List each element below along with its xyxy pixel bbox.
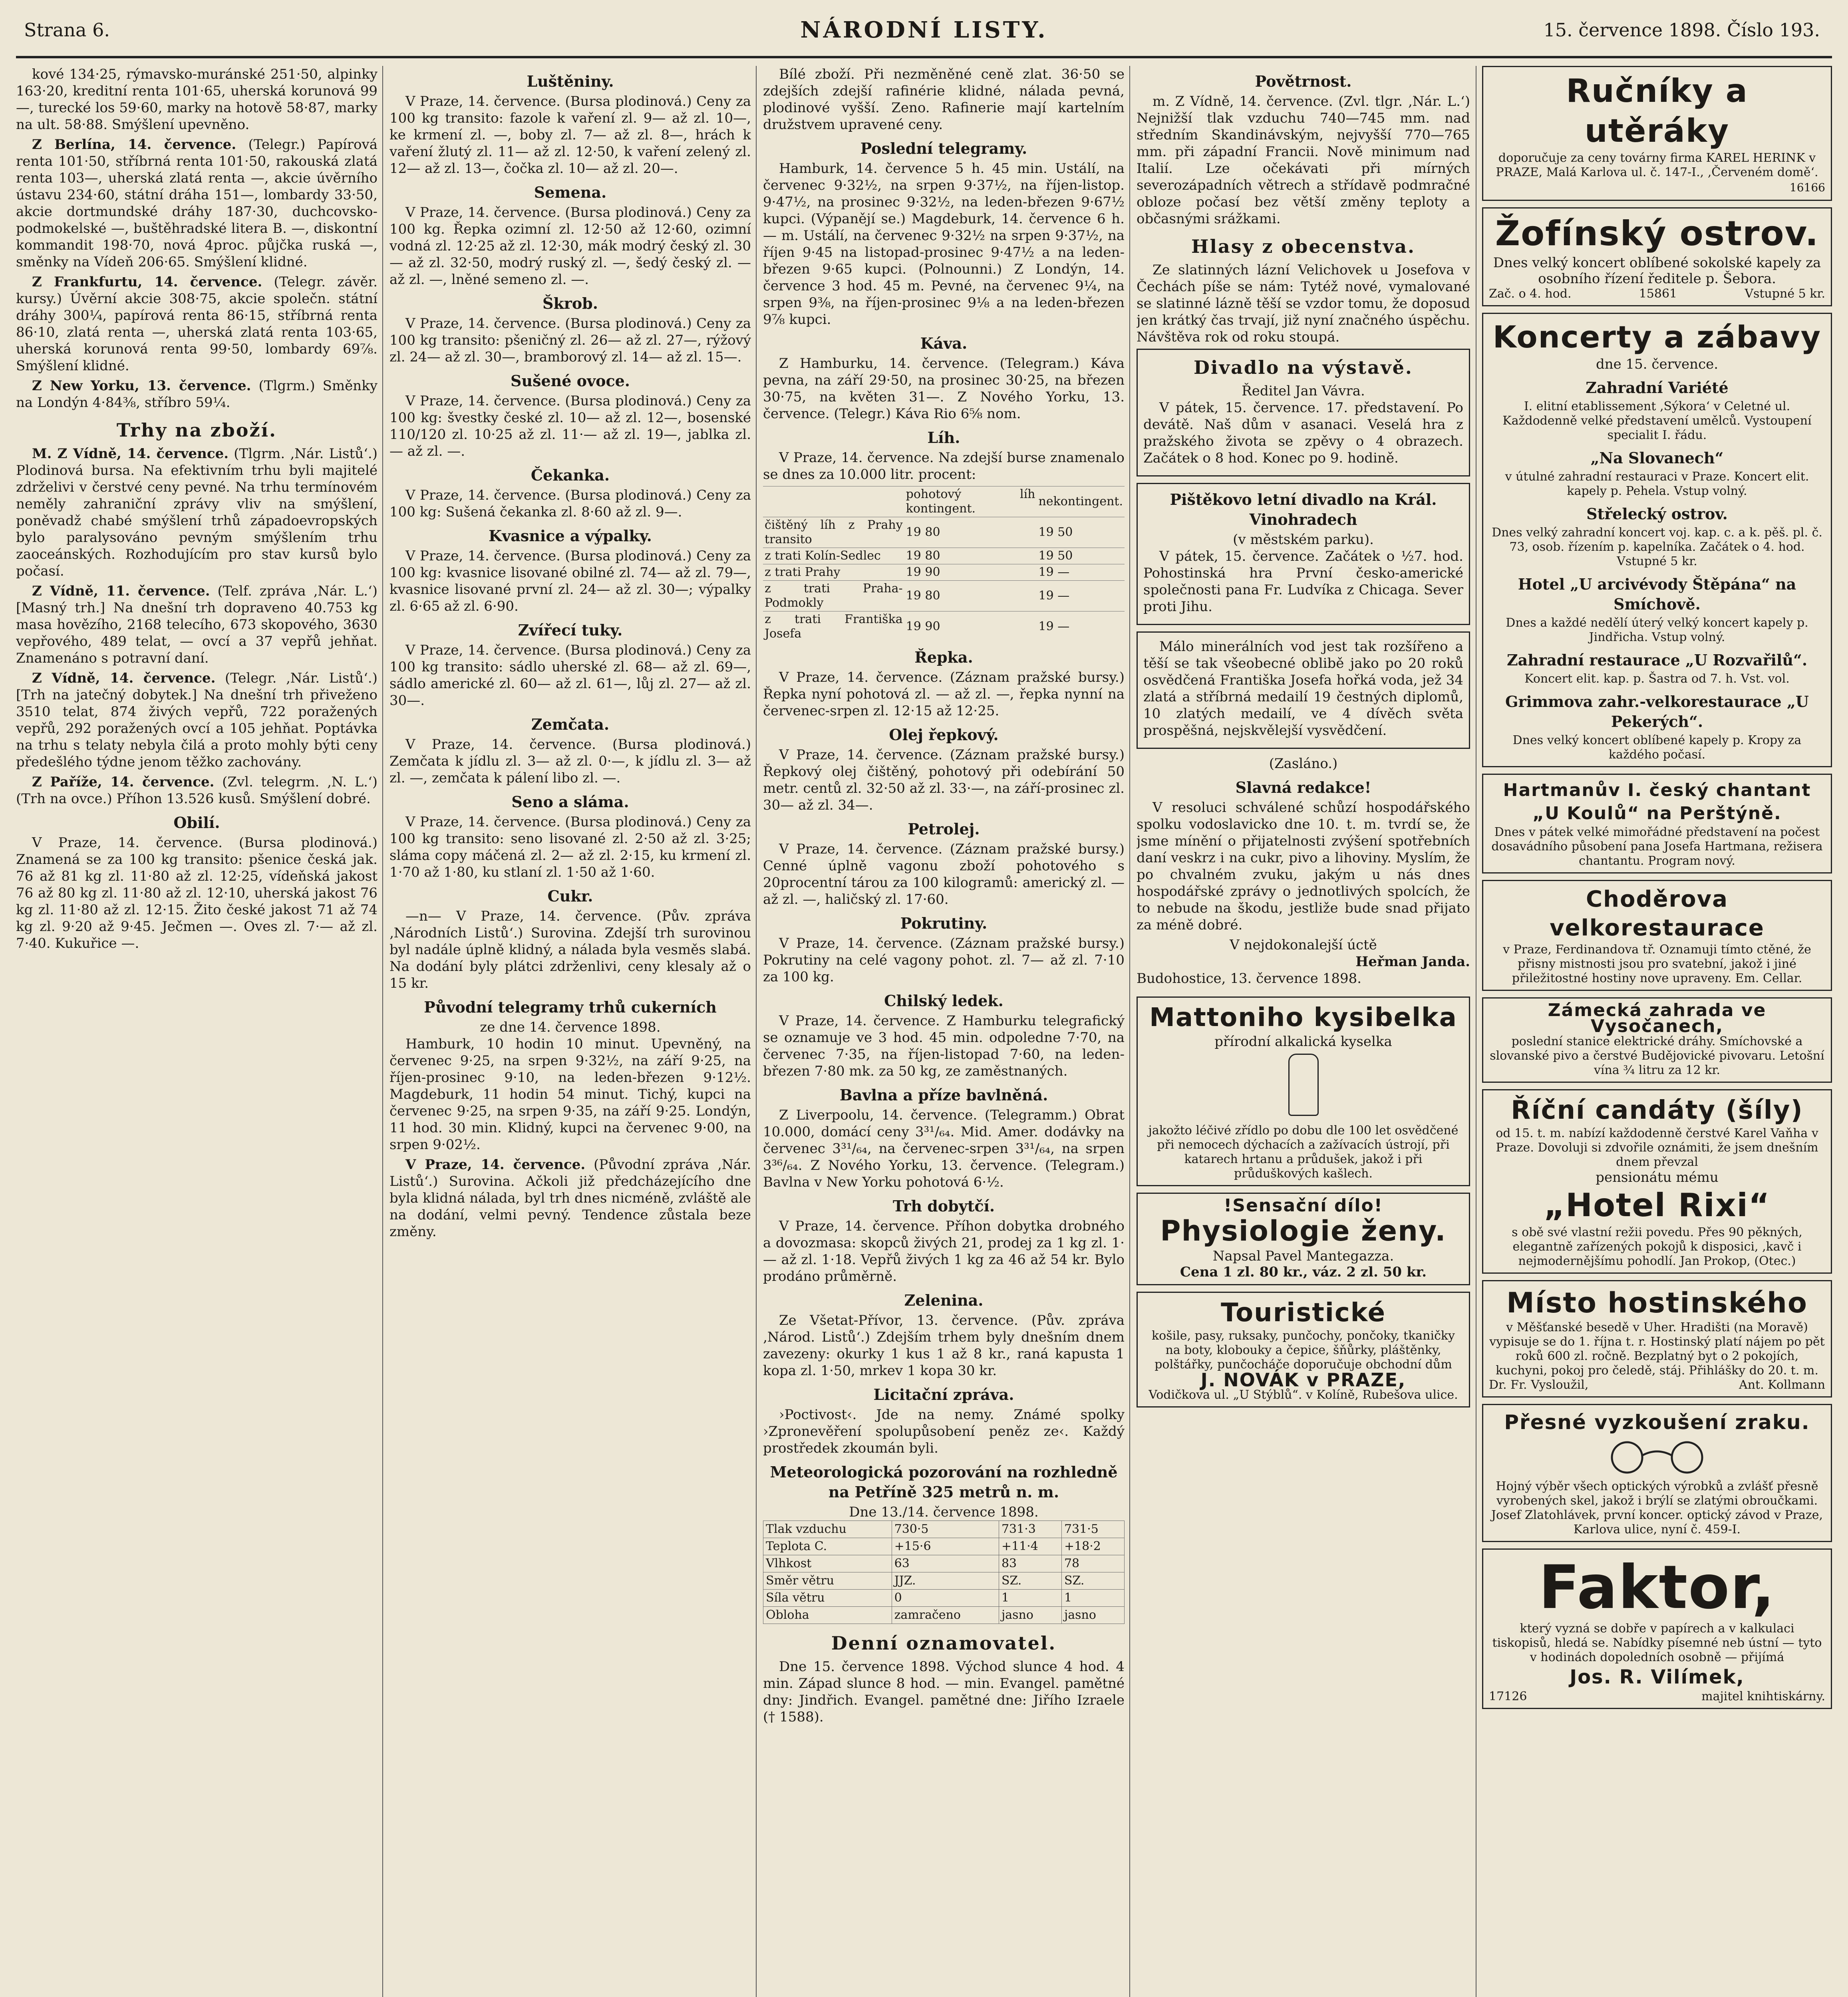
section-heading: Káva. bbox=[920, 334, 968, 352]
section-heading: Denní oznamovatel. bbox=[831, 1632, 1057, 1654]
table-cell: 731·3 bbox=[999, 1521, 1061, 1538]
column-divider bbox=[756, 66, 757, 1997]
table-row bbox=[763, 1521, 1125, 1538]
touristic-ad bbox=[1137, 1292, 1470, 1407]
article-paragraph: V Praze, 14. července. Příhon dobytka drobného a dovozmasa: skopců živých 21, prodej za 1 kg zl. 1·— až zl. 1·18. Vepřů živých 1 kg za 46 až 54 kr. Bylo prodáno průměrně. bbox=[763, 1218, 1125, 1284]
ad-headline: Zámecká zahrada ve Vysočanech, bbox=[1548, 1000, 1767, 1036]
table-header-cell: pohotový líh kontingent. bbox=[904, 486, 1037, 517]
article-paragraph bbox=[389, 1156, 751, 1240]
article-paragraph: V Praze, 14. července. (Bursa plodinová.) Ceny za 100 kg. Řepka ozimní zl. 12·50 až 12·60, ozimní vodná zl. 12·25 až zl. 12·30, mák modrý český zl. 30— až zl. 32·50, modrý ruský zl. —, šedý český zl. — až zl. —, lněné semeno zl. —. bbox=[389, 204, 751, 288]
table-cell: 19 — bbox=[1037, 581, 1125, 611]
article-paragraph: Hamburk, 10 hodin 10 minut. Upevněný, na červenec 9·25, na srpen 9·32½, na září 9·25, na říjen-prosinec 9·10, na leden-březen 9·12½. Magdeburk, 11 hodin 54 minut. Tichý, kupci na červenec 9·25, na srpen 9·35, na září 9·25. Londýn, 11 hod. 30 min. Klidný, kupci na červenec 9·00, na srpen 9·02½. bbox=[389, 1036, 751, 1153]
job-ad bbox=[1482, 1280, 1832, 1398]
paragraph-body: (Tlgrm.) Směnky na Londýn 4·84⅜, stříbro 59¼. bbox=[16, 378, 378, 411]
mattoni-ad bbox=[1137, 997, 1470, 1186]
venue-title: Zahradní restaurace „U Rozvařilů“. bbox=[1506, 651, 1808, 669]
table-cell: SZ. bbox=[999, 1572, 1061, 1590]
article-paragraph: V Praze, 14. července. (Záznam pražské bursy.) Pokrutiny na celé vagony pohot. zl. 7— až zl. 7·10 za 100 kg. bbox=[763, 935, 1125, 985]
table-row bbox=[763, 1555, 1125, 1572]
article-paragraph: Ze slatinných lázní Velichovek u Josefova v Čechách píše se nám: Tytéž nové, vymalované se slatinné lázně těší se vzdor tomu, že doposud jen krátký čas trvají, již nyní značného úspěchu. Návštěva rok od roku stoupá. bbox=[1137, 262, 1470, 345]
section-heading: Chilský ledek. bbox=[884, 992, 1003, 1010]
table-cell: SZ. bbox=[1061, 1572, 1124, 1590]
letter-body: V resoluci schválené schůzí hospodářského spolku vodoslavicko dne 10. t. m. tvrdí se, že jsme mínění o přijatelnosti zvýšení spotřebních daní veskrz i na cukr, pivo a lihoviny. Myslím, že po chvalném zvuku, jakým u nás dnes hospodářské zprávy o jednotlivých spolcích, že to nebude na škodu, jestliže bude snad přijato za méně dobré. bbox=[1137, 800, 1470, 933]
article-paragraph: kové 134·25, rýmavsko-muránské 251·50, alpinky 163·20, kreditní renta 101·65, uherská korunová 99—, turecké los 59·60, marky na hotově 58·87, marky na ult. 58·88. Smýšlení upevněno. bbox=[16, 66, 378, 133]
table-cell: Síla větru bbox=[763, 1590, 892, 1607]
table-row bbox=[763, 581, 1125, 611]
ad-subheadline: pensionátu mému bbox=[1596, 1169, 1719, 1185]
venue-text: I. elitní etablissement ‚Sýkora‘ v Celetné ul. Každodenně velké představení umělců. Vystoupení specialit I. řádu. bbox=[1502, 399, 1812, 442]
column-5 bbox=[1482, 66, 1832, 1997]
table-cell: 0 bbox=[892, 1590, 999, 1607]
page-number: Strana 6. bbox=[24, 19, 110, 41]
section-heading: Hlasy z obecenstva. bbox=[1191, 236, 1416, 257]
table-cell: z trati Prahy bbox=[763, 564, 904, 581]
table-cell: Vlhkost bbox=[763, 1555, 892, 1572]
page-header bbox=[16, 12, 1832, 58]
table-cell: 19 — bbox=[1037, 564, 1125, 581]
book-ad bbox=[1137, 1193, 1470, 1285]
section-heading: Poslední telegramy. bbox=[860, 139, 1027, 157]
column-divider bbox=[382, 66, 383, 1997]
dateline: Z Frankfurtu, 14. července. bbox=[32, 274, 262, 290]
ad-headline: Touristické bbox=[1221, 1298, 1386, 1328]
paragraph-body: (Tlgrm. ‚Nár. Listů‘.) Plodinová bursa. Na efektivním trhu byli majitelé zdrželivi v čerstvé ceny pevné. Na trhu termínovém neměly zahraniční zprávy vliv na smýšlení, poněvadž chabé smýšlení trhů západoevropských bylo paralysováno pevným smýšlením trhu zaoceánských. Rozhodujícím pro stav kursů bylo počasí. bbox=[16, 446, 378, 579]
article-paragraph: Z Hamburku, 14. července. (Telegram.) Káva pevna, na září 29·50, na prosinec 30·25, na březen 30·75, na květen 31—. Z Nového Yorku, 13. července. (Telegr.) Káva Rio 6⅝ nom. bbox=[763, 355, 1125, 422]
letter-place-date: Budohostice, 13. července 1898. bbox=[1137, 971, 1362, 987]
letter-signature: Heřman Janda. bbox=[1355, 954, 1470, 970]
ad-headline: „Hotel Rixi“ bbox=[1544, 1187, 1771, 1224]
table-row bbox=[763, 1590, 1125, 1607]
column-4 bbox=[1137, 66, 1470, 1997]
article-paragraph: —n— V Praze, 14. července. (Pův. zpráva ‚Národních Listů‘.) Surovina. Zdejší trh surovinou byl nadále úplně klidný, a nálada byla vesměs slabá. Na dodání byly plátci zdrženlivi, ceny klesaly až o 15 kr. bbox=[389, 908, 751, 991]
dateline: Z Berlína, 14. července. bbox=[32, 137, 236, 153]
article-paragraph: V Praze, 14. července. (Záznam pražské bursy.) Řepkový olej čištěný, pohotový při odebírání 50 metr. centů zl. 32·50 až zl. 33·—, na září-prosinec zl. 30— až zl. 34—. bbox=[763, 747, 1125, 813]
table-cell: 19 — bbox=[1037, 611, 1125, 642]
article-paragraph: V Praze, 14. července. (Bursa plodinová.) Ceny za 100 kg transito: seno lisované zl. 2·50 až zl. 3·25; sláma copy máčená zl. 2— až zl. 2·15, ku krmení zl. 1·70 až 1·80, ku stlaní zl. 1·50 až 1·60. bbox=[389, 814, 751, 880]
dateline: V Praze, 14. července. bbox=[405, 1157, 586, 1173]
article-paragraph bbox=[16, 774, 378, 807]
article-paragraph: V Praze, 14. července. (Bursa plodinová.) Ceny za 100 kg: Sušená čekanka zl. 8·60 až zl. 9—. bbox=[389, 487, 751, 520]
notice-text: Málo minerálních vod jest tak rozšířeno a těší se tak všeobecné oblibě jako po 20 roků osvědčená Františka Josefa hořká voda, jež 34 zlatá a stříbrná medailí 19 čestných diplomů, 10 zlatých medailí, ve 4 dívěch světa prospěšná, nejskvělejší vysvědčení. bbox=[1143, 639, 1463, 738]
theatre-program: V pátek, 15. července. Začátek o ½7. hod. Pohostinská hra První česko-americké společnosti pana Fr. Ludvíka z Chicaga. Sever proti Jihu. bbox=[1143, 548, 1463, 615]
column-2 bbox=[389, 66, 751, 1997]
article-paragraph bbox=[16, 670, 378, 770]
table-cell: 1 bbox=[1061, 1590, 1124, 1607]
venue-title: Hotel „U arcivévody Štěpána“ na Smíchově. bbox=[1518, 575, 1796, 613]
section-heading: Řepka. bbox=[914, 648, 973, 666]
paragraph-body: (Telegr. závěr. kursy.) Úvěrní akcie 308·75, akcie společn. státní dráhy 300¼, papírová renta 86·15, stříbrná renta 86·10, zlatá renta —, uherská zlatá renta 103·65, uherská korunová renta 99·50, lombardy 69⅞. Smýšlení klidné. bbox=[16, 274, 378, 374]
chantant-ad bbox=[1482, 774, 1832, 873]
table-cell: jasno bbox=[1061, 1607, 1124, 1624]
column-1 bbox=[16, 66, 378, 1997]
article-paragraph: V Praze, 14. července. Z Hamburku telegrafický se oznamuje ve 3 hod. 45 min. odpoledne 7·70, na červenec 7·35, na říjen-listopad 7·60, na leden-březen 7·80 mk. za 50 kg, ze zaměstnaných. bbox=[763, 1013, 1125, 1079]
article-paragraph: V Praze, 14. července. (Bursa plodinová.) Ceny za 100 kg transito: fazole k vaření zl. 9— až zl. 10—, ke krmení zl. —, boby zl. 7— až zl. 8—, hrách k vaření žlutý zl. 11— až zl. 12·50, k vaření zelený zl. 12— až zl. 13—, čočka zl. 10— až zl. 20—. bbox=[389, 93, 751, 177]
column-divider bbox=[1129, 66, 1130, 1997]
ad-headline: !Sensační dílo! bbox=[1224, 1195, 1383, 1216]
ad-text: Dnes v pátek velké mimořádné představení na počest dosavádního působení pana Josefa Hartmana, režisera chantantu. Program nový. bbox=[1491, 825, 1823, 868]
ad-text: který vyzná se dobře v papírech a v kalkulaci tiskopisů, hledá se. Nabídky písemné neb ústní — tyto v hodinách dopoledních osobně — přijímá bbox=[1492, 1622, 1822, 1664]
section-heading: Luštěniny. bbox=[527, 72, 614, 90]
section-heading: Petrolej. bbox=[908, 820, 980, 838]
article-paragraph bbox=[16, 377, 378, 411]
dateline: Z New Yorku, 13. července. bbox=[32, 378, 251, 394]
fish-ad bbox=[1482, 1089, 1832, 1274]
printer-job-ad bbox=[1482, 1548, 1832, 1709]
garden-ad bbox=[1482, 997, 1832, 1083]
mineral-water-notice bbox=[1137, 631, 1470, 749]
restaurant-ad bbox=[1482, 880, 1832, 991]
table-cell: zamračeno bbox=[892, 1607, 999, 1624]
table-cell: 19 80 bbox=[904, 581, 1037, 611]
table-cell: Tlak vzduchu bbox=[763, 1521, 892, 1538]
venue-text: Koncert elit. kap. p. Šastra od 7. h. Vst. vol. bbox=[1524, 672, 1790, 686]
article-paragraph: V Praze, 14. července. (Bursa plodinová.) Zemčata k jídlu zl. 3— až zl. 0·—, k jídlu zl. 3— až zl. —, zemčata k pálení libo zl. —. bbox=[389, 736, 751, 786]
paragraph-body: (Telegr. ‚Nár. Listů‘.) [Trh na jatečný dobytek.] Na dnešní trh přiveženo 3510 telat, 874 živých vepřů, 722 poražených vepřů, 292 poražených ovcí a 105 jehňat. Poptávka na trhu s telaty nebyla čilá a proto mohly býti ceny předešlého týdne jenom těžko zachovány. bbox=[16, 670, 378, 770]
section-heading: Obilí. bbox=[173, 814, 220, 832]
section-heading: Bavlna a příze bavlněná. bbox=[839, 1086, 1048, 1104]
section-heading: Semena. bbox=[534, 183, 607, 201]
ad-text: v Praze, Ferdinandova tř. Oznamuji tímto ctěné, že přisny mistnosti jsou pro svatební, jakož i jiné přiležitostné hostiny nove upraveny. Em. Cellar. bbox=[1503, 943, 1811, 985]
section-heading: Kvasnice a výpalky. bbox=[489, 527, 652, 545]
issue-date: 15. července 1898. Číslo 193. bbox=[1543, 19, 1820, 41]
article-paragraph: V Praze, 14. července. (Záznam pražské bursy.) Cenné úplně vagonu zboží pohotového s 20procentní tárou za 100 kilogramů: americký zl. — až zl. —, haličský zl. 17·60. bbox=[763, 841, 1125, 907]
venue-text: Dnes velký koncert oblíbené kapely p. Kropy za každého počasí. bbox=[1512, 733, 1802, 762]
paragraph-body: (Zvl. telegrm. ‚N. L.‘) (Trh na ovce.) Příhon 13.526 kusů. Smýšlení dobré. bbox=[16, 774, 378, 807]
table-cell: 19 80 bbox=[904, 517, 1037, 548]
section-heading: Trh dobytčí. bbox=[892, 1197, 995, 1215]
article-paragraph: Dne 15. července 1898. Východ slunce 4 hod. 4 min. Západ slunce 8 hod. — min. Evangel. pamětné dny: Jindřich. Evangel. pamětné dne: Jiřího Izraele († 1588). bbox=[763, 1659, 1125, 1725]
table-cell: +18·2 bbox=[1061, 1538, 1124, 1555]
submitted-label: (Zasláno.) bbox=[1269, 756, 1338, 772]
table-cell: Obloha bbox=[763, 1607, 892, 1624]
paragraph-body: (Původní zpráva ‚Nár. Listů‘.) Surovina. Ačkoli již předcházejícího dne byla klidná nálada, byl trh dnes nicméně, zvláště ale na dodání, velmi pevný. Tendence zůstala beze změny. bbox=[389, 1157, 751, 1240]
ad-text: poslední stanice elektrické dráhy. Smíchovské a slovanské pivo a čerstvé Budějovické pivovaru. Letošní vína ¾ litru za 12 kr. bbox=[1490, 1034, 1824, 1077]
section-heading: Zemčata. bbox=[531, 715, 610, 733]
ad-headline: Žofínský ostrov. bbox=[1495, 214, 1819, 254]
ad-text: v Měšťanské besedě v Uher. Hradišti (na Moravě) vypisuje se do 1. října t. r. Hostinský platí nájem po pět roků 600 zl. ročně. Bezplatný byt o 2 pokojích, kuchyni, pokoj pro čeledě, stáj. Přihlášky do 20. t. m. bbox=[1489, 1320, 1825, 1378]
table-cell: 731·5 bbox=[1061, 1521, 1124, 1538]
theatre-director: Ředitel Jan Vávra. bbox=[1242, 383, 1365, 399]
section-heading: Zvířecí tuky. bbox=[518, 621, 623, 639]
ad-text: košile, pasy, ruksaky, punčochy, pončoky, tkaničky na boty, klobouky a čepice, šňůrky, pláštěnky, polštářky, punčocháče doporučuje obchodní dům bbox=[1151, 1329, 1455, 1372]
table-row bbox=[763, 517, 1125, 548]
venue-title: Střelecký ostrov. bbox=[1586, 505, 1728, 523]
zofin-ad bbox=[1482, 207, 1832, 306]
weather-observation-table bbox=[763, 1521, 1125, 1624]
section-heading: Povětrnost. bbox=[1255, 72, 1352, 90]
table-cell: čištěný líh z Prahy transito bbox=[763, 517, 904, 548]
ad-subheadline: přírodní alkalická kyselka bbox=[1214, 1034, 1392, 1050]
section-heading: Sušené ovoce. bbox=[511, 372, 630, 390]
section-heading: Líh. bbox=[927, 429, 960, 447]
ad-time: Zač. o 4. hod. bbox=[1489, 287, 1572, 301]
table-cell: z trati Praha-Podmokly bbox=[763, 581, 904, 611]
towel-ad bbox=[1482, 66, 1832, 201]
masthead-title: NÁRODNÍ LISTY. bbox=[800, 17, 1048, 43]
dateline: M. Z Vídně, 14. července. bbox=[32, 446, 229, 462]
table-header-row bbox=[763, 486, 1125, 517]
ad-signatory: Ant. Kollmann bbox=[1739, 1378, 1825, 1392]
article-paragraph: V Praze, 14. července. (Záznam pražské bursy.) Řepka nyní pohotová zl. — až zl. —, řepka nynní na červenec-srpen zl. 12·15 až 12·25. bbox=[763, 669, 1125, 719]
concerts-listing bbox=[1482, 313, 1832, 767]
article-paragraph: m. Z Vídně, 14. července. (Zvl. tlgr. ‚Nár. L.‘) Nejnižší tlak vzduchu 740—745 mm. nad středním Skandinávským, nejvyšší 770—765 mm. při západní Francii. Nově minimum nad Italií. Lze očekávati při mírných severozápadních větrech a střídavě podmračné obloze počasí bez větší změny teploty a občasnými srážkami. bbox=[1137, 93, 1470, 227]
theatre-listing bbox=[1137, 483, 1470, 625]
paragraph-body: (Telegr.) Papírová renta 101·50, stříbrná renta 101·50, rakouská zlatá renta 103—, uherská zlatá renta —, akcie úvěrního ústavu 234·60, státní dráha 151—, lombardy 33·50, akcie dortmundské dráhy 187·30, duchcovsko-podmokelské —, buštěhradské litera B. —, diskontní kommandit 198·70, nová 4proc. půjčka ruská —, směnky na Vídeň 206·65. Smýšlení klidné. bbox=[16, 137, 378, 270]
venue-text: Dnes a každé nedělí úterý velký koncert kapely p. Jindřicha. Vstup volný. bbox=[1506, 616, 1808, 644]
theatre-program: V pátek, 15. července. 17. představení. Po devátě. Naš dům v asanaci. Veselá hra z pražského života se zpěvy o 4 obrazech. Začátek o 8 hod. Konec po 9. hodině. bbox=[1143, 400, 1463, 466]
optician-ad bbox=[1482, 1404, 1832, 1542]
ad-text: Hojný výběr všech optických výrobků a zvlášť přesně vyrobených skel, jakož i brýlí se zlatými obroučkami. Josef Zlatohlávek, první koncer. optický závod v Praze, Karlova ulice, nyní č. 459-I. bbox=[1491, 1479, 1823, 1536]
section-heading: Trhy na zboží. bbox=[116, 419, 277, 441]
ad-text: doporučuje za ceny továrny firma KAREL HERINK v PRAZE, Malá Karlova ul. č. 147-I., ‚Červeném domě‘. bbox=[1496, 151, 1818, 179]
column-3 bbox=[763, 66, 1125, 1997]
theatre-listing bbox=[1137, 349, 1470, 476]
table-cell: 19 90 bbox=[904, 611, 1037, 642]
article-paragraph bbox=[16, 274, 378, 374]
section-heading: Licitační zpráva. bbox=[873, 1386, 1014, 1403]
table-row bbox=[763, 611, 1125, 642]
ad-headline: Choděrova velkorestaurace bbox=[1550, 886, 1765, 941]
ad-headline: Říční candáty (šíly) bbox=[1511, 1096, 1803, 1125]
section-heading: Seno a sláma. bbox=[511, 793, 629, 811]
spirit-price-table bbox=[763, 486, 1125, 642]
article-paragraph bbox=[16, 583, 378, 667]
table-row bbox=[763, 564, 1125, 581]
section-heading: Cukr. bbox=[547, 887, 593, 905]
ad-text: s obě své vlastní režii povedu. Přes 90 pěkných, elegantně zařízených pokojů k disposici, ‚kavč i nejmodernějšímu pohodlí. Jan Prokop, (Otec.) bbox=[1512, 1225, 1802, 1268]
table-row bbox=[763, 1572, 1125, 1590]
ad-number: 16166 bbox=[1789, 181, 1825, 194]
article-paragraph: Z Liverpoolu, 14. července. (Telegramm.) Obrat 10.000, domácí ceny 3³¹/₆₄. Mid. Amer. dodávky na červenec 3³¹/₆₄, na červenec-srpen 3³¹/₆₄, na srpen 3³⁶/₆₄. Z Nového Yorku, 13. července. (Telegram.) Bavlna v New Yorku pohotová 6·½. bbox=[763, 1107, 1125, 1190]
theatre-title: Pištěkovo letní divadlo na Král. Vinohradech bbox=[1170, 490, 1437, 528]
ad-headline: Hartmanův I. český chantant „U Koulů“ na Perštýně. bbox=[1503, 780, 1811, 824]
ad-text: od 15. t. m. nabízí každodenně čerstvé Karel Vaňha v Praze. Dovoluji si zdvořile oznámiti, že jsem dnešním dnem převzal bbox=[1496, 1126, 1818, 1169]
table-cell: Teplota C. bbox=[763, 1538, 892, 1555]
table-cell: 19 50 bbox=[1037, 548, 1125, 564]
table-cell: 1 bbox=[999, 1590, 1061, 1607]
table-cell: 19 50 bbox=[1037, 517, 1125, 548]
table-row bbox=[763, 1538, 1125, 1555]
table-row bbox=[763, 548, 1125, 564]
venue-title: Grimmova zahr.-velkorestaurace „U Pekerých“. bbox=[1505, 693, 1809, 731]
ad-signatory: Dr. Fr. Vysloužil, bbox=[1489, 1378, 1589, 1392]
table-cell: 83 bbox=[999, 1555, 1061, 1572]
table-cell: +15·6 bbox=[892, 1538, 999, 1555]
section-heading: Původní telegramy trhů cukerních bbox=[424, 998, 717, 1016]
article-paragraph: Hamburk, 14. července 5 h. 45 min. Ustálí, na červenec 9·32½, na srpen 9·37½, na říjen-listop. 9·47½, na prosinec 9·32½, na leden-březen 9·67½ kupci. (Výpanějí se.) Magdeburk, 14. července 6 h. — m. Ustálí, na červenec 9·32½ na srpen 9·37½, na říjen 9·45 na listopad-prosinec 9·47½ a na leden-březen 9·65 kupci. (Polnounni.) Z Londýn, 14. července 3 hod. 45 m. Pevné, na červenec 9¼, na srpen 9⅜, na říjen-prosinec 9⅛ a na leden-březen 9⅞ kupci. bbox=[763, 161, 1125, 328]
ad-text: jakožto léčivé zřídlo po dobu dle 100 let osvědčené při nemocech dýchacích a zažívacích ústrojí, při katarech hrtanu a průdušek, jakož i při průduškových kašlech. bbox=[1148, 1124, 1459, 1181]
table-cell: z trati Kolín-Sedlec bbox=[763, 548, 904, 564]
section-heading: Olej řepkový. bbox=[889, 726, 999, 744]
theatre-title: Divadlo na výstavě. bbox=[1194, 357, 1413, 378]
article-paragraph: V Praze, 14. července. (Bursa plodinová.) Ceny za 100 kg transito: sádlo uherské zl. 68— až zl. 69—, sádlo americké zl. 60— až zl. 61—, lůj zl. 27— až zl. 30—. bbox=[389, 642, 751, 709]
ad-author: Napsal Pavel Mantegazza. bbox=[1212, 1248, 1394, 1264]
article-paragraph: ›Poctivost‹. Jde na nemy. Známé spolky ›Zpronevěření spolupůsobení peněz ze‹. Každý prostředek zkoumán byli. bbox=[763, 1407, 1125, 1456]
ad-headline: Mattoniho kysibelka bbox=[1149, 1003, 1457, 1032]
table-cell: JJZ. bbox=[892, 1572, 999, 1590]
ad-headline: Přesné vyzkoušení zraku. bbox=[1504, 1411, 1810, 1434]
article-paragraph: V Praze, 14. července. (Bursa plodinová.) Znamená se za 100 kg transito: pšenice česká jak. 76 až 81 kg zl. 11·80 až zl. 12·25, vídeňská jakost 76 až 80 kg zl. 11·80 až zl. 12·10, uherská jakost 76 kg zl. 11·80 až zl. 12·15. Žito české jakost 71 až 74 kg zl. 9·20 až 9·45. Ječmen —. Oves zl. 7·— až zl. 7·40. Kukuřice —. bbox=[16, 835, 378, 951]
article-paragraph: V Praze, 14. července. Na zdejší burse znamenalo se dnes za 10.000 litr. procent: bbox=[763, 450, 1125, 482]
table-cell: 19 80 bbox=[904, 548, 1037, 564]
table-cell: +11·4 bbox=[999, 1538, 1061, 1555]
section-heading: Čekanka. bbox=[531, 466, 610, 484]
bottle-icon bbox=[1288, 1054, 1319, 1116]
section-heading: Zelenina. bbox=[904, 1291, 984, 1309]
ad-headline: Ručníky a utěráky bbox=[1566, 72, 1748, 149]
ad-text: Dnes velký koncert oblíbené sokolské kapely za osobního řízení ředitele p. Šebora. bbox=[1493, 255, 1821, 287]
table-cell: 19 90 bbox=[904, 564, 1037, 581]
ad-headline: Koncerty a zábavy bbox=[1492, 319, 1822, 355]
dateline: Z Vídně, 11. července. bbox=[32, 583, 210, 599]
dateline: Z Paříže, 14. července. bbox=[32, 774, 215, 790]
table-cell: z trati Františka Josefa bbox=[763, 611, 904, 642]
ad-address: Vodičkova ul. „U Stýblů“. v Kolíně, Rubešova ulice. bbox=[1149, 1388, 1458, 1402]
letter-closing: V nejdokonalejší úctě bbox=[1230, 937, 1377, 953]
venue-title: Zahradní Variété bbox=[1586, 379, 1729, 397]
venue-text: v útulné zahradní restauraci v Praze. Koncert elit. kapely p. Pehela. Vstup volný. bbox=[1505, 470, 1809, 498]
article-paragraph: V Praze, 14. července. (Bursa plodinová.) Ceny za 100 kg: švestky české zl. 10— až zl. 12—, bosenské 110/120 zl. 10·25 až zl. 11·— až zl. 19—, jablka zl. — až zl. —. bbox=[389, 393, 751, 459]
article-paragraph: Ze Všetat-Přívor, 13. července. (Pův. zpráva ‚Národ. Listů‘.) Zdejším trhem byly dnešním dnem zavezeny: okurky 1 kus 1 až 8 kr., raná kapusta 1 kopa zl. 1·50, mrkev 1 kopa 30 kr. bbox=[763, 1312, 1125, 1379]
table-header-cell: nekontingent. bbox=[1037, 486, 1125, 517]
article-paragraph bbox=[16, 136, 378, 270]
ad-company: J. NOVÁK v PRAZE, bbox=[1200, 1369, 1406, 1391]
article-paragraph: V Praze, 14. července. (Bursa plodinová.) Ceny za 100 kg: kvasnice lisované obilné zl. 74— až zl. 79—, kvasnice lisované první zl. 24— až zl. 30—; výpalky zl. 6·65 až zl. 6·90. bbox=[389, 548, 751, 614]
ad-number: 15861 bbox=[1639, 287, 1677, 301]
table-cell: 63 bbox=[892, 1555, 999, 1572]
newspaper-page bbox=[16, 12, 1832, 1997]
ad-signatory: Jos. R. Vilímek, bbox=[1570, 1666, 1745, 1688]
venue-title: „Na Slovanech“ bbox=[1590, 449, 1724, 467]
table-cell: Směr větru bbox=[763, 1572, 892, 1590]
ad-price: Cena 1 zl. 80 kr., váz. 2 zl. 50 kr. bbox=[1180, 1264, 1427, 1280]
ad-price: Vstupné 5 kr. bbox=[1745, 287, 1825, 301]
ad-number: 17126 bbox=[1489, 1689, 1527, 1703]
table-cell: 78 bbox=[1061, 1555, 1124, 1572]
section-heading: Meteorologická pozorování na rozhledně na Petříně 325 metrů n. m. bbox=[770, 1463, 1118, 1501]
article-paragraph bbox=[16, 445, 378, 580]
ad-headline: Místo hostinského bbox=[1506, 1286, 1808, 1319]
theatre-venue: (v městském parku). bbox=[1233, 532, 1374, 548]
ad-signatory-title: majitel knihtiskárny. bbox=[1701, 1689, 1825, 1703]
section-heading: Pokrutiny. bbox=[900, 914, 988, 932]
table-cell: jasno bbox=[999, 1607, 1061, 1624]
ad-subheadline: dne 15. července. bbox=[1596, 356, 1719, 372]
section-subheading: Dne 13./14. července 1898. bbox=[849, 1504, 1039, 1520]
paragraph-body: (Telf. zpráva ‚Nár. L.‘) [Masný trh.] Na dnešní trh dopraveno 40.753 kg masa hovězího, 2168 telecího, 673 skopového, 3630 vepřového, 489 telat, — ovcí a 37 vepřů jehňat. Znamenáno s potravní daní. bbox=[16, 583, 378, 666]
dateline: Z Vídně, 14. července. bbox=[32, 670, 216, 686]
article-paragraph: Bílé zboží. Při nezměněné ceně zlat. 36·50 se zdejších zdejší rafinérie klidné, nálada pevná, plodinové vyšší. Zeno. Rafinerie mají kartelním družstvem upravené ceny. bbox=[763, 66, 1125, 133]
spectacles-icon bbox=[1597, 1439, 1717, 1475]
ad-headline: Physiologie ženy. bbox=[1160, 1215, 1447, 1247]
letter-salutation: Slavná redakce! bbox=[1235, 778, 1371, 796]
section-heading: Škrob. bbox=[542, 294, 598, 312]
ad-headline: Faktor, bbox=[1538, 1553, 1776, 1622]
table-cell: 730·5 bbox=[892, 1521, 999, 1538]
article-paragraph: V Praze, 14. července. (Bursa plodinová.) Ceny za 100 kg transito: pšeničný zl. 26— až zl. 27—, rýžový zl. 24— až zl. 30—, bramborový zl. 14— až zl. 15—. bbox=[389, 316, 751, 365]
venue-text: Dnes velký zahradní koncert voj. kap. c. a k. pěš. pl. č. 73, osob. řízením p. kapelníka. Začátek o 4. hod. Vstupné 5 kr. bbox=[1492, 526, 1822, 568]
table-row bbox=[763, 1607, 1125, 1624]
table-header-cell bbox=[763, 486, 904, 517]
section-subheading: ze dne 14. července 1898. bbox=[480, 1019, 661, 1035]
